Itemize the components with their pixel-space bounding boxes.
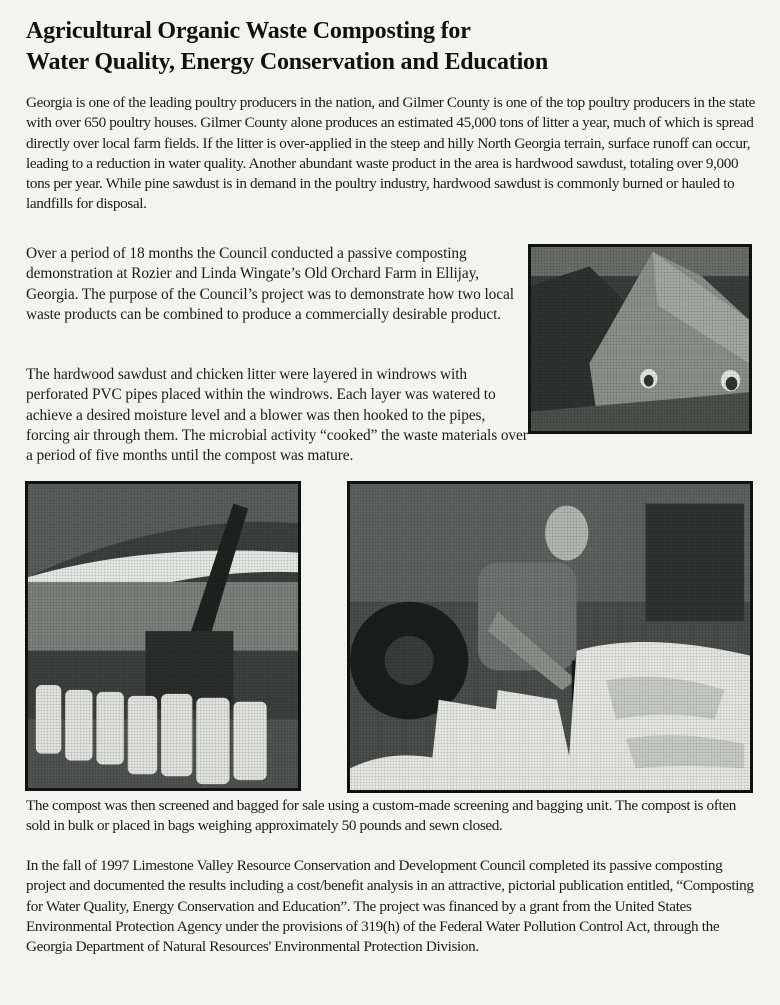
photo-worker-bagging-compost — [347, 481, 753, 793]
paragraph-intro: Georgia is one of the leading poultry producers in the nation, and Gilmer County is one of the top poultry producers in the state with over 650 poultry houses. Gilmer County alone produces an estimated 45,000 tons of litter a year, much of which is spread directly over local farm fields. If the litter is over-applied in the steep and hilly North Georgia terrain, surface runoff can occur, leading to a reduction in water quality. Another abundant waste product in the area is hardwood sawdust, totaling over 9,000 tons per year. While pine sawdust is in demand in the poultry industry, hardwood sawdust is commonly burned or hauled to landfills for disposal. — [26, 94, 755, 213]
title-line-2: Water Quality, Energy Conservation and Education — [26, 49, 549, 75]
photo-compost-bags-in-barn — [25, 481, 301, 791]
paragraph-publication: In the fall of 1997 Limestone Valley Resource Conservation and Development Council completed its passive composting project and documented the results including a cost/benefit analysis in an attractive, pictorial publication entitled, “Composting for Water Quality, Energy Conservation and Education”. The project was financed by a grant from the United States Environmental Protection Agency under the provisions of 319(h) of the Federal Water Pollution Control Act, through the Georgia Department of Natural Resources' Environmental Protection Division. — [26, 857, 754, 956]
paragraph-demonstration: Over a period of 18 months the Council conducted a passive composting demonstration at Rozier and Linda Wingate’s Old Orchard Farm in Ellijay, Georgia. The purpose of the Council’s project was to demonstrate how two local waste products can be combined to produce a commercially desirable product. — [26, 245, 514, 323]
title-line-1: Agricultural Organic Waste Composting for — [26, 18, 471, 44]
page-title — [26, 16, 726, 78]
paragraph-bagging: The compost was then screened and bagged for sale using a custom-made screening and bagging unit. The compost is often sold in bulk or placed in bags weighing approximately 50 pounds and sewn closed. — [26, 797, 736, 835]
paragraph-windrows: The hardwood sawdust and chicken litter were layered in windrows with perforated PVC pipes placed within the windrows. Each layer was watered to achieve a desired moisture level and a blower was then hooked to the pipes, forcing air through them. The microbial activity “cooked” the waste materials over a period of five months until the compost was mature. — [26, 366, 528, 465]
photo-compost-windrow — [528, 244, 752, 434]
